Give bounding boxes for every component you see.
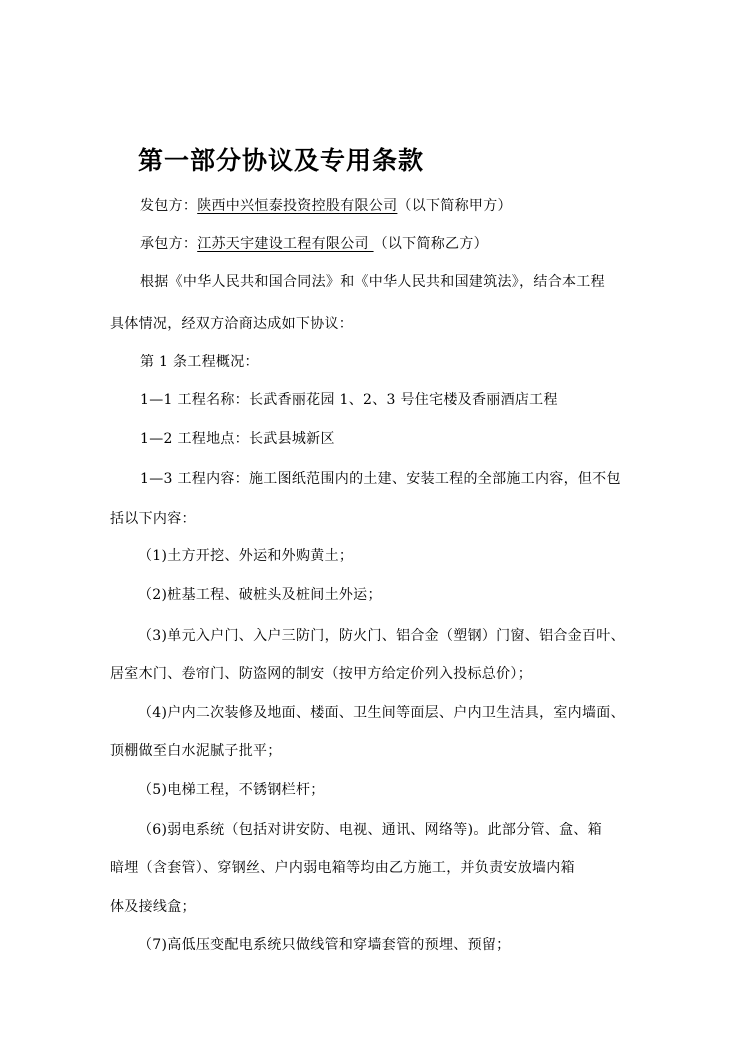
intro-line-2: 具体情况，经双方洽商达成如下协议： <box>110 316 354 332</box>
intro-line-1: 根据《中华人民共和国合同法》和《中华人民共和国建筑法》，结合本工程 <box>140 274 605 290</box>
exclusion-line: （7)高低压变配电系统只做线管和穿墙套管的预埋、预留； <box>138 937 511 953</box>
item-1-3-line-2: 括以下内容： <box>110 511 196 527</box>
contractor-line <box>140 234 488 254</box>
contractor-suffix: （以下简称乙方） <box>373 236 488 252</box>
contractor-name: 江苏天宇建设工程有限公司 <box>197 236 374 252</box>
article-1-heading: 第 1 条工程概况： <box>140 354 259 370</box>
employer-name: 陕西中兴恒泰投资控股有限公司 <box>197 198 398 214</box>
exclusion-line: 顶棚做至白水泥腻子批平； <box>110 743 282 759</box>
exclusion-line: （2)桩基工程、破桩头及桩间土外运； <box>138 587 382 603</box>
exclusion-line: 暗埋（含套管）、穿钢丝、户内弱电箱等均由乙方施工，并负责安放墙内箱 <box>110 860 575 876</box>
exclusion-line: 居室木门、卷帘门、防盗网的制安（按甲方给定价列入投标总价）； <box>110 666 532 682</box>
exclusion-line: 体及接线盒； <box>110 899 196 915</box>
exclusion-line: （4)户内二次装修及地面、楼面、卫生间等面层、户内卫生洁具，室内墙面、 <box>138 705 625 721</box>
exclusion-line: （1)土方开挖、外运和外购黄土； <box>138 548 354 564</box>
item-1-3-line-1: 1—3 工程内容：施工图纸范围内的土建、安装工程的全部施工内容，但不包 <box>140 471 621 487</box>
employer-label: 发包方： <box>140 198 198 214</box>
exclusion-line: （6)弱电系统（包括对讲安防、电视、通讯、网络等)。此部分管、盒、箱 <box>138 822 603 838</box>
page-title: 第一部分协议及专用条款 <box>138 146 425 175</box>
exclusion-line: （3)单元入户门、入户三防门，防火门、铝合金（塑钢）门窗、铝合金百叶、 <box>138 628 625 644</box>
exclusion-line: （5)电梯工程，不锈钢栏杆； <box>138 782 325 798</box>
employer-suffix: （以下简称甲方） <box>397 198 512 214</box>
item-1-1: 1—1 工程名称：长武香丽花园 1、2、3 号住宅楼及香丽酒店工程 <box>140 392 558 408</box>
contractor-label: 承包方： <box>140 236 198 252</box>
item-1-2: 1—2 工程地点：长武县城新区 <box>140 431 335 447</box>
employer-line <box>140 196 512 216</box>
